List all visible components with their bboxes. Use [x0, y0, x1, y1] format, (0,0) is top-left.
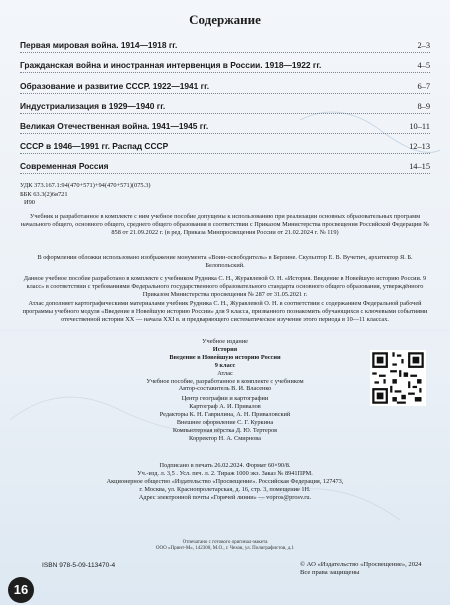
imprint-block: [80, 338, 370, 443]
toc-item-pages: 14–15: [409, 162, 430, 172]
toc-item[interactable]: [20, 73, 430, 93]
editors: Редакторы К. Н. Гаврилина, А. Н. Приваловский: [159, 411, 291, 419]
toc-item[interactable]: [20, 94, 430, 114]
toc-item-title: Великая Отечественная война. 1941—1945 гг.: [20, 120, 209, 131]
toc-item-title: Первая мировая война. 1914—1918 гг.: [20, 40, 178, 51]
qr-code[interactable]: [370, 350, 426, 406]
copyright-block: [300, 561, 422, 577]
edition-type: Учебное издание: [202, 338, 248, 345]
print-line: Подписано в печать 26.02.2024. Формат 60×90/8.: [159, 462, 291, 469]
cover-design: Внешнее оформление С. Г. Куркина: [176, 419, 274, 427]
series-name: История: [212, 345, 238, 353]
printer-line: Отпечатано с готового оригинал-макета: [182, 540, 268, 545]
toc-item[interactable]: [20, 134, 430, 154]
print-line: Уч.-изд. л. 3,5 . Усл. печ. л. 2. Тираж 1000 экз. Заказ № 8941ПРМ.: [137, 469, 313, 477]
bbk-line: ББК 63.3(2)6я721: [20, 190, 68, 198]
cartographer: Картограф А. И. Привалов: [189, 403, 261, 411]
publication-desc: Учебное пособие, разработанное в комплекте с учебником: [146, 377, 304, 385]
print-details: [20, 462, 430, 502]
table-of-contents: [20, 33, 430, 174]
toc-item-pages: 4–5: [417, 61, 430, 71]
copyright-line: © АО «Издательство «Просвещение», 2024: [300, 561, 422, 568]
isbn: ISBN 978-5-09-113470-4: [42, 562, 116, 569]
cover-note-paragraph: В оформлении обложки использовано изображение монумента «Воин-освободитель» в Берлине. Скульптор Е. В. Вучетич, архитектор Я. Б. Белопольский.: [37, 254, 413, 269]
toc-item[interactable]: [20, 114, 430, 134]
udk-line: УДК 373.167.1:94(470+571)+94(470+571)(075.3): [20, 182, 151, 189]
layout-credit: Компьютерная вёрстка Д. Ю. Тертеров: [172, 426, 278, 434]
author: Автор-составитель В. И. Власенко: [178, 385, 272, 393]
corrector: Корректор Н. А. Смирнова: [189, 434, 261, 442]
book-title: Введение в Новейшую историю России: [169, 353, 281, 361]
page-title: Содержание: [189, 12, 261, 27]
toc-item[interactable]: [20, 53, 430, 73]
udk-block: [20, 182, 151, 208]
toc-item[interactable]: [20, 154, 430, 174]
toc-item-title: СССР в 1946—1991 гг. Распад СССР: [20, 141, 169, 152]
companion-paragraph: Данное учебное пособие разработано в комплекте с учебником Рудника С. Н., Журавлевой О. Н. «История. Введение в Новейшую историю России. 9 класс» в соответствии с требованиями Федерального государственного образовательного стандарта основного общего образования, утверждённого Приказом Министерства просвещения № 287 от 31.05.2021 г.: [23, 275, 427, 298]
rights-line: Все права защищены: [300, 569, 360, 577]
toc-item-pages: 6–7: [417, 81, 430, 91]
toc-item-title: Индустриализация в 1929—1940 гг.: [20, 100, 166, 111]
page-number: 16: [8, 577, 34, 603]
toc-item-pages: 2–3: [417, 41, 430, 51]
toc-item-title: Гражданская война и иностранная интервенция в России. 1918—1922 гг.: [20, 60, 322, 71]
toc-item-title: Современная Россия: [20, 161, 109, 172]
toc-item-pages: 10–11: [409, 121, 430, 131]
printer-line: ООО «Принт-М», 142300, М.О., г. Чехов, ул. Полиграфистов, д.1: [155, 546, 295, 552]
printer-info: [0, 540, 450, 553]
toc-item[interactable]: [20, 33, 430, 53]
approval-paragraph: Учебник и разработанное в комплекте с ним учебное пособие допущены к использованию при реализации основных образовательных программ начального общего, основного общего, среднего общего образования в соответствии с Приказом Министерства просвещения Российской Федерации № 858 от 21.09.2022 г. (в ред. Приказа Минпросвещения России от 21.02.2024 г. № 119): [20, 213, 430, 236]
toc-item-pages: 8–9: [417, 101, 430, 111]
grade: 9 класс: [214, 361, 236, 369]
author-mark: И90: [24, 199, 36, 207]
toc-item-pages: 12–13: [409, 142, 430, 152]
print-line: Акционерное общество «Издательство «Просвещение». Российская Федерация, 127473,: [106, 477, 344, 485]
publication-kind: Атлас: [217, 369, 233, 377]
print-line: г. Москва, ул. Краснопролетарская, д. 16, стр. 3, помещение 1Н.: [139, 485, 311, 493]
toc-item-title: Образование и развитие СССР. 1922—1941 гг.: [20, 80, 210, 91]
center-name: Центр географии и картографии: [181, 395, 269, 403]
print-line: Адрес электронной почты «Горячей линии» — vopros@prosv.ru.: [138, 493, 312, 501]
atlas-description-paragraph: Атлас дополняет картографическими материалами учебник Рудника С. Н., Журавлевой О. Н. в соответствии с содержанием Федеральной рабочей программы учебного модуля «Введение в Новейшую историю России» для 9 класса, призванного познакомить обучающихся с ключевыми событиями отечественной истории XX — начала XXI в. и предваряющего систематическое изучение этого периода в 10—11 классах.: [22, 300, 428, 323]
